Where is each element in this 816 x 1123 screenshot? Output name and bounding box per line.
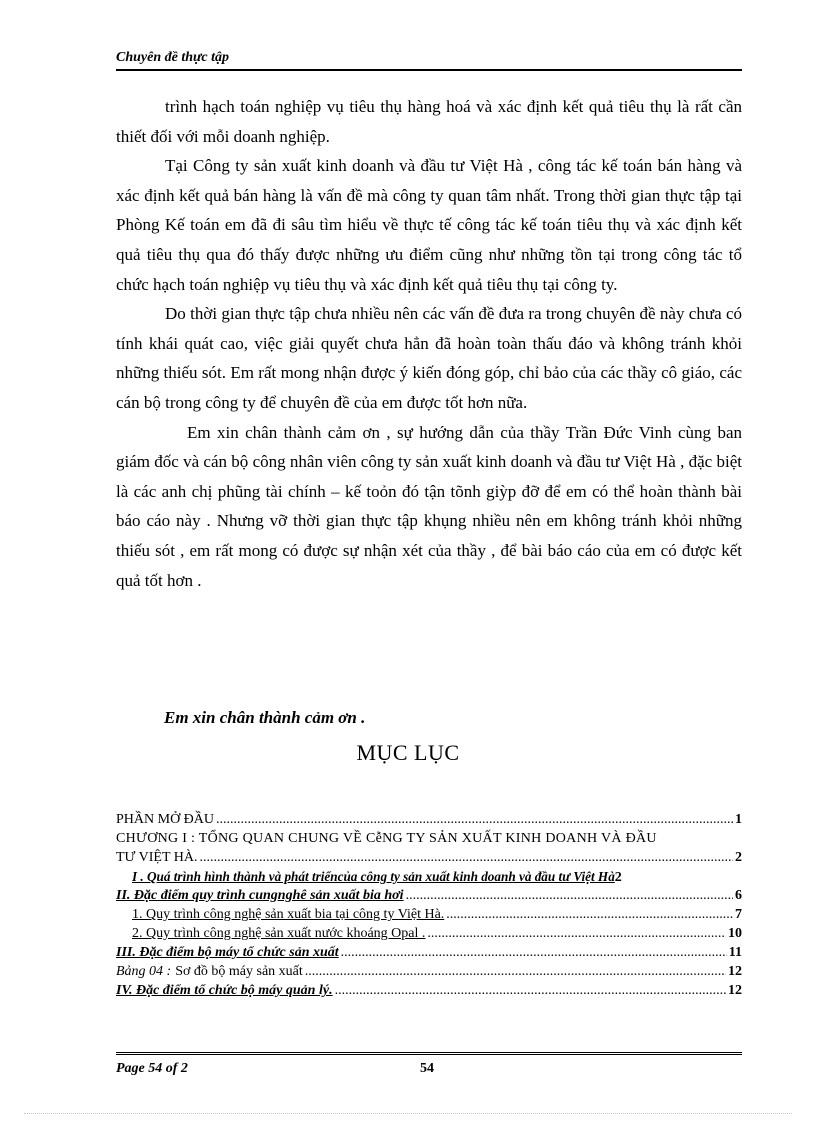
toc-leader	[427, 924, 726, 943]
toc-page: 2	[614, 870, 622, 885]
toc-entry-section-1[interactable]	[116, 867, 742, 886]
toc-label: 2. Quy trình công nghệ sản xuất nước khoáng Opal .	[132, 926, 426, 941]
toc-label: IV. Đặc điểm tổ chức bộ máy quản lý.	[116, 983, 333, 998]
page-edge-divider	[24, 1113, 792, 1114]
paragraph-2: Tại Công ty sản xuất kinh doanh và đầu tư Việt Hà , công tác kế toán bán hàng và xác định kết quả bán hàng là vấn đề mà công ty quan tâm nhất. Trong thời gian thực tập tại Phòng Kế toán em đã đi sâu tìm hiểu về thực tế công tác kế toán tiêu thụ và xác định kết quả tiêu thụ qua đó thấy được những ưu điểm cũng như những tồn tại trong công tác tổ chức hạch toán nghiệp vụ tiêu thụ và xác định kết quả tiêu thụ tại công ty.	[116, 156, 742, 294]
toc-page: 7	[735, 907, 742, 922]
paragraph-1: trình hạch toán nghiệp vụ tiêu thụ hàng hoá và xác định kết quả tiêu thụ là rất cần thiết đối với mỗi doanh nghiệp.	[116, 97, 742, 146]
toc-leader	[341, 943, 727, 962]
toc-entry-section-3[interactable]	[116, 943, 742, 962]
toc-label: CHƯƠNG I : TỔNG QUAN CHUNG VỀ CễNG TY SẢN XUẤT KINH DOANH VÀ ĐẦU	[116, 831, 657, 846]
toc-entry-section-4[interactable]	[116, 981, 742, 1000]
toc-label: III. Đặc điểm bộ máy tổ chức sản xuất	[116, 945, 339, 960]
header-title: Chuyên đề thực tập	[116, 50, 230, 65]
page-footer	[116, 1052, 742, 1077]
toc-leader	[406, 886, 733, 905]
toc-label-prefix: Bảng 04 :	[116, 964, 172, 979]
toc-page: 12	[728, 964, 742, 979]
footer-page-label: Page 54 of 2	[116, 1061, 188, 1076]
toc-label: 1. Quy trình công nghệ sản xuất bia tại công ty Việt Hà.	[132, 907, 445, 922]
toc-page: 12	[728, 983, 742, 998]
toc-label: I . Quá trình hình thành và phát triểncủa công ty sản xuất kinh doanh và đầu tư Việt Hà	[132, 869, 615, 884]
toc-label: TƯ VIỆT HÀ.	[116, 850, 198, 865]
toc-label: PHẦN MỞ ĐẦU	[116, 812, 215, 827]
toc-entry-chapter1[interactable]	[116, 829, 742, 848]
thanks-line: Em xin chân thành cảm ơn .	[164, 708, 366, 727]
toc-page: 6	[735, 888, 742, 903]
toc-entry-chapter1-cont[interactable]	[116, 848, 742, 867]
toc-label: Sơ đồ bộ máy sản xuất	[175, 964, 303, 979]
toc-leader	[305, 962, 726, 981]
footer-page-number: 54	[420, 1061, 434, 1076]
table-of-contents	[116, 810, 742, 1000]
toc-page: 11	[728, 945, 742, 960]
toc-leader	[335, 981, 726, 1000]
toc-leader	[200, 848, 733, 867]
toc-entry-intro[interactable]	[116, 810, 742, 829]
toc-page: 2	[735, 850, 742, 865]
page-header	[116, 50, 742, 71]
toc-page: 10	[728, 926, 742, 941]
toc-title: MỤC LỤC	[356, 740, 460, 765]
toc-leader	[216, 810, 733, 829]
toc-leader	[446, 905, 733, 924]
paragraph-3: Do thời gian thực tập chưa nhiều nên các vấn đề đưa ra trong chuyên đề này chưa có tính khái quát cao, việc giải quyết chưa hẳn đã hoàn toàn thấu đáo và không tránh khỏi những thiếu sót. Em rất mong nhận được ý kiến đóng góp, chỉ bảo của các thầy cô giáo, các cán bộ trong công ty để chuyên đề của em được tốt hơn nữa.	[116, 304, 742, 412]
toc-entry-section-2-1[interactable]	[116, 905, 742, 924]
toc-entry-section-2[interactable]	[116, 886, 742, 905]
toc-entry-table-4[interactable]	[116, 962, 742, 981]
toc-label: II. Đặc điểm quy trình cungnghê sản xuất bia hơi	[116, 888, 404, 903]
body-text	[116, 92, 742, 595]
toc-page: 1	[735, 812, 742, 827]
toc-entry-section-2-2[interactable]	[116, 924, 742, 943]
paragraph-4: Em xin chân thành cảm ơn , sự hướng dẫn của thầy Trần Đức Vinh cùng ban giám đốc và cán bộ công nhân viên công ty sản xuất kinh doanh và đầu tư Việt Hà , đặc biệt là các anh chị phũng tài chính – kế toỏn đó tận tõnh giỳp đỡ để em có thể hoàn thành bài báo cáo này . Nhưng vỡ thời gian thực tập khụng nhiều nên em không tránh khỏi những thiếu sót , em rất mong có được sự nhận xét của thầy , để bài báo cáo của em có được kết quả tốt hơn .	[116, 422, 742, 590]
